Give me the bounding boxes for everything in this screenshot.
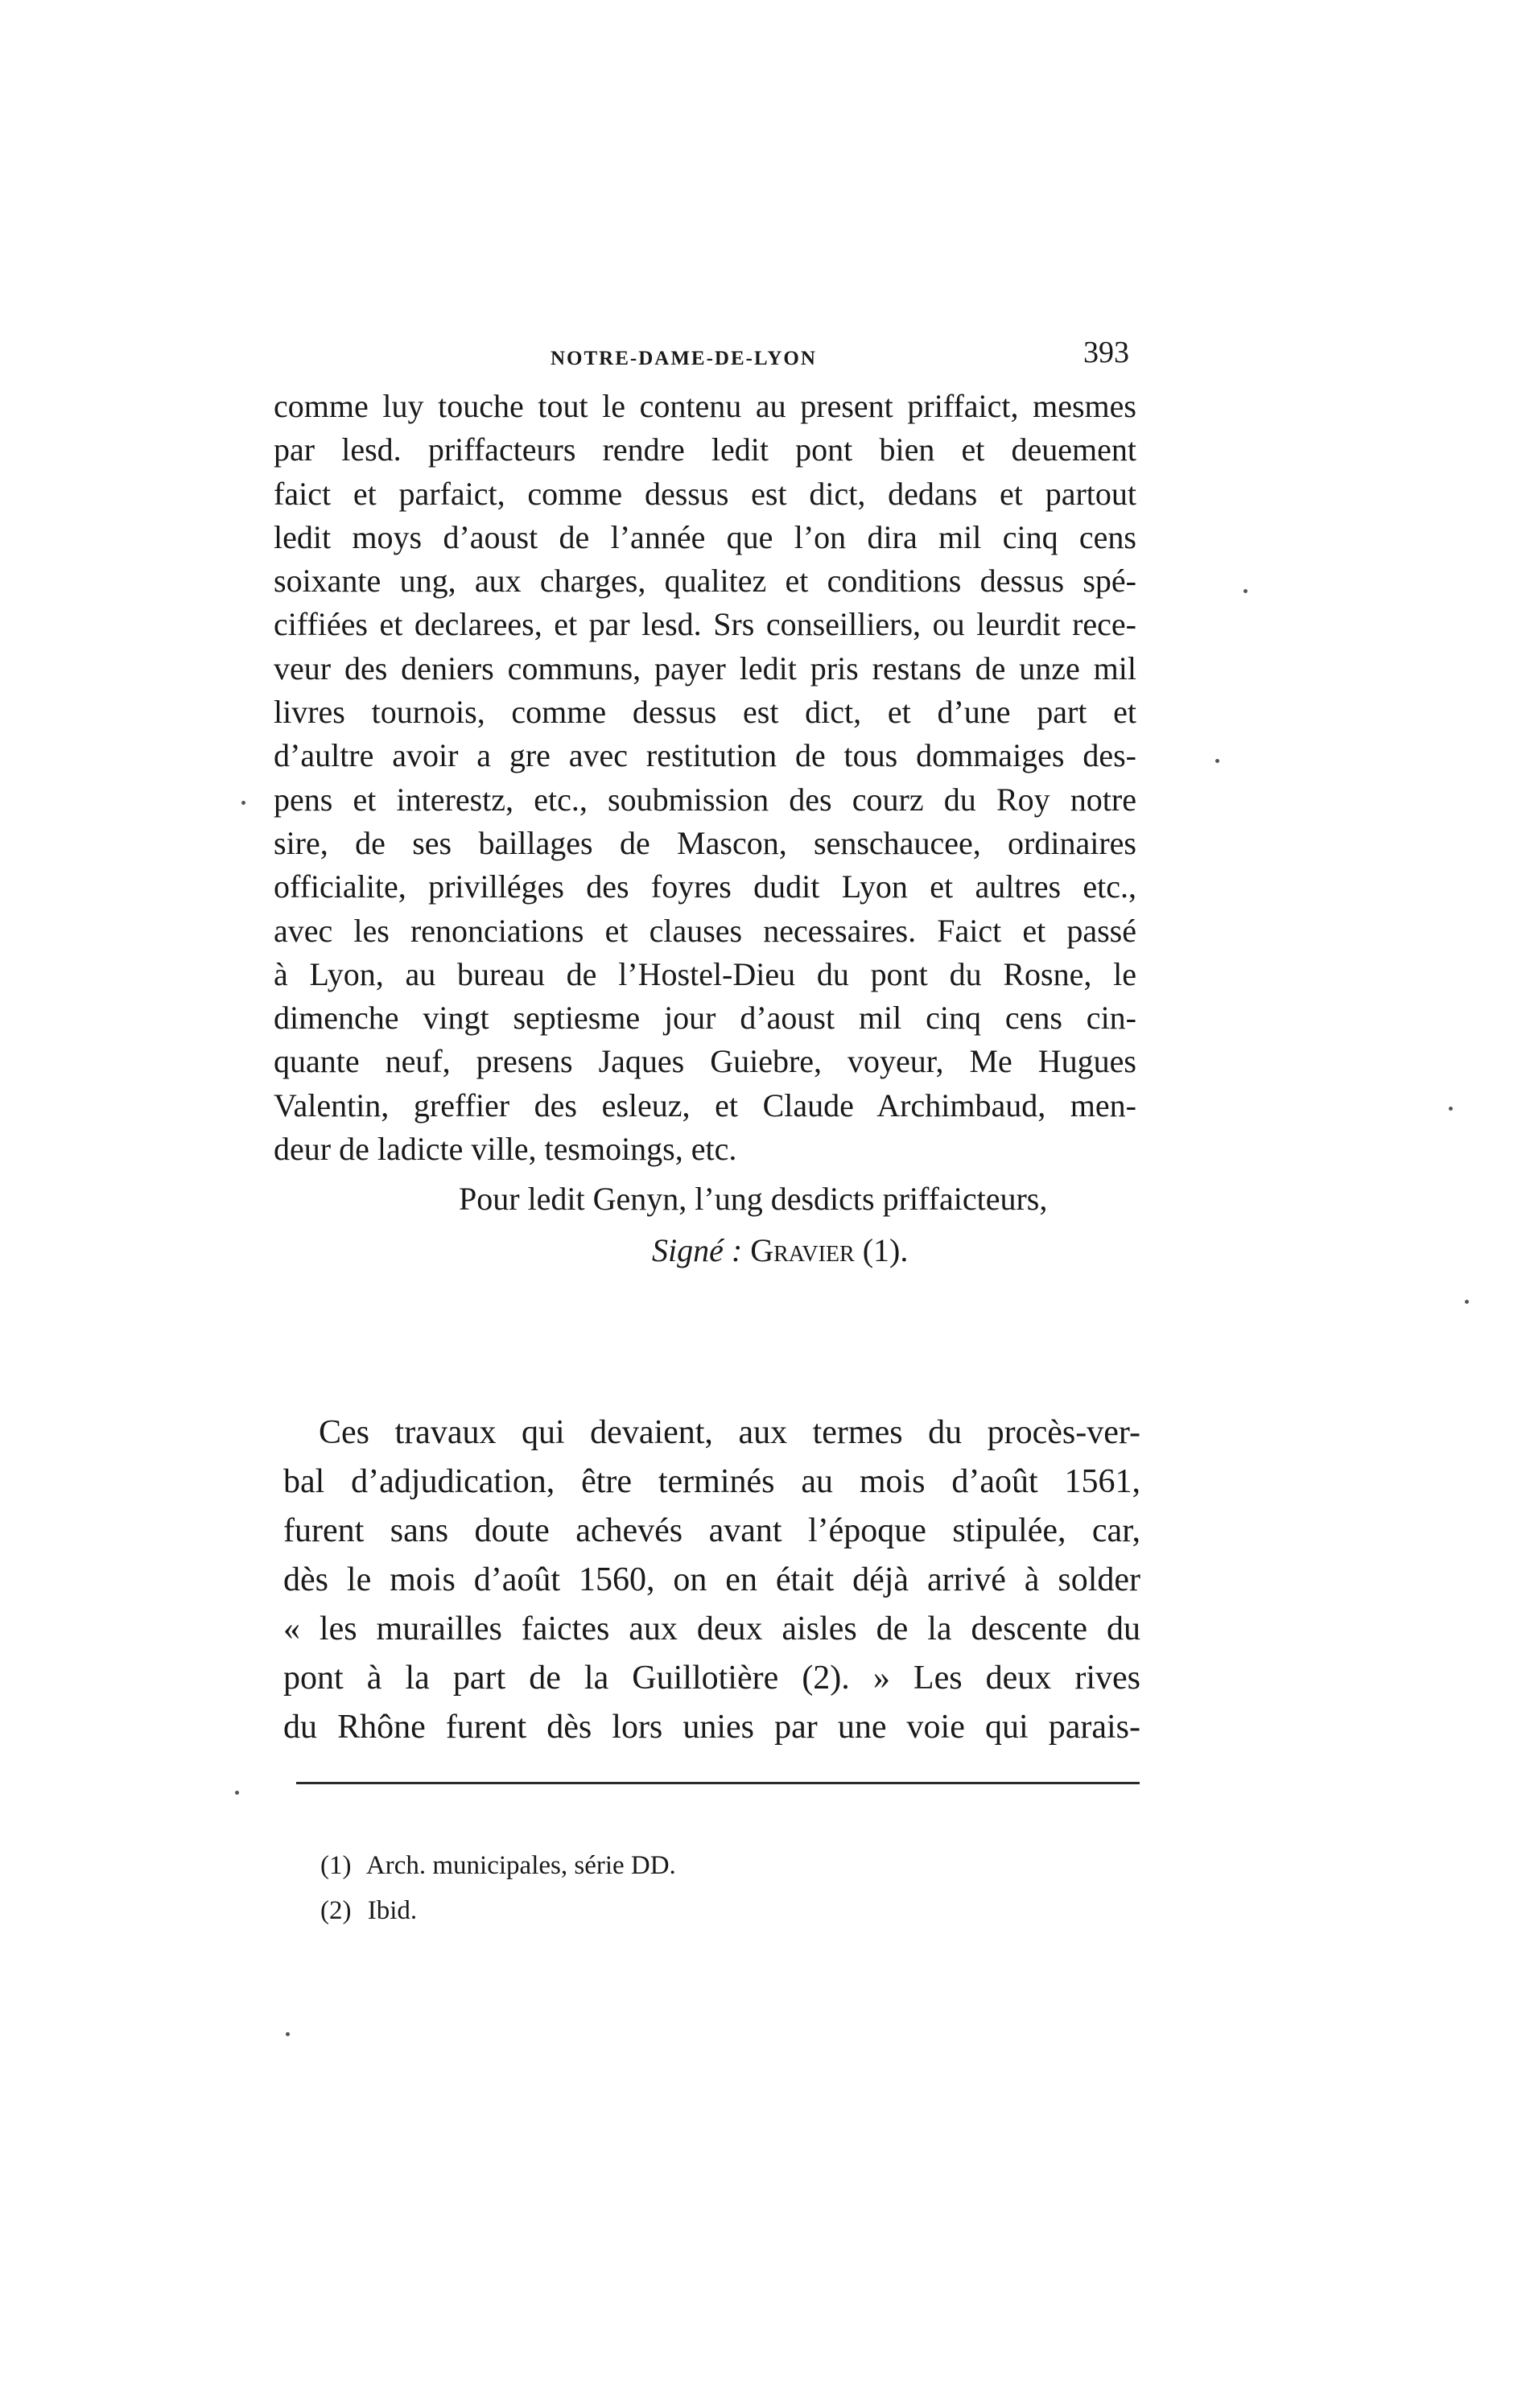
paper-speck: [1449, 1107, 1453, 1111]
signatory-name: Gravier: [750, 1232, 855, 1268]
footnote-separator: [296, 1782, 1140, 1784]
signature-block: [274, 1173, 1136, 1276]
text-line: quante neuf, presens Jaques Guiebre, voyeur, Me Hugues: [274, 1043, 1136, 1080]
text-line: par lesd. priffacteurs rendre ledit pont bien et deuement: [274, 431, 1136, 468]
text-line: livres tournois, comme dessus est dict, et d’une part et: [274, 694, 1136, 731]
paper-speck: [241, 801, 245, 805]
text-line: ledit moys d’aoust de l’année que l’on dira mil cinq cens: [274, 518, 1136, 555]
text-line: soixante ung, aux charges, qualitez et conditions dessus spé-: [274, 563, 1136, 600]
commentary-paragraph: [283, 1408, 1140, 1752]
text-line: faict et parfaict, comme dessus est dict, dedans et partout: [274, 475, 1136, 512]
paper-speck: [1243, 589, 1248, 593]
text-line: Valentin, greffier des esleuz, et Claude Archimbaud, men-: [274, 1086, 1136, 1124]
text-line: ciffiées et declarees, et par lesd. Srs conseilliers, ou leurdit rece-: [274, 606, 1136, 643]
text-line: d’aultre avoir a gre avec restitution de tous dommaiges des-: [274, 737, 1136, 774]
page-header: [274, 330, 1139, 386]
text-line: sire, de ses baillages de Mascon, senschaucee, ordinaires: [274, 824, 1136, 861]
footnote-reference: (1).: [862, 1232, 909, 1268]
document-text-block: [274, 385, 1136, 1171]
text-line: avec les renonciations et clauses necessaires. Faict et passé: [274, 912, 1136, 949]
text-line: veur des deniers communs, payer ledit pris restans de unze mil: [274, 649, 1136, 687]
text-line: officialite, privilléges des foyres dudit Lyon et aultres etc.,: [274, 868, 1136, 905]
text-line: furent sans doute achevés avant l’époque stipulée, car,: [283, 1512, 1140, 1549]
text-line: dimenche vingt septiesme jour d’aoust mil cinq cens cin-: [274, 1000, 1136, 1037]
footnote: [320, 1888, 1045, 1933]
paper-speck: [1215, 759, 1219, 763]
paper-speck: [235, 1791, 239, 1795]
text-line: dès le mois d’août 1560, on en était déjà arrivé à solder: [283, 1561, 1140, 1598]
text-line: pont à la part de la Guillotière (2). » Les deux rives: [283, 1660, 1140, 1697]
text-line: « les murailles faictes aux deux aisles de la descente du: [283, 1610, 1140, 1647]
text-line: du Rhône furent dès lors unies par une voie qui parais-: [283, 1709, 1140, 1746]
footnote-marker: (1): [320, 1851, 352, 1880]
footnote-text: Ibid.: [367, 1896, 418, 1925]
footnote-marker: (2): [320, 1896, 352, 1925]
signature-line: Pour ledit Genyn, l’ung desdicts priffaicteurs,: [459, 1181, 1048, 1217]
footnote: [320, 1843, 1045, 1888]
text-line: à Lyon, au bureau de l’Hostel-Dieu du pont du Rosne, le: [274, 955, 1136, 992]
signe-label: Signé :: [652, 1232, 743, 1268]
signature-name-line: [274, 1225, 1136, 1276]
running-title: NOTRE-DAME-DE-LYON: [551, 348, 817, 369]
text-line: Ces travaux qui devaient, aux termes du procès-ver-: [319, 1414, 1140, 1451]
footnotes: [320, 1843, 1045, 1933]
text-line: deur de ladicte ville, tesmoings, etc.: [274, 1131, 737, 1168]
page-number: 393: [1083, 336, 1129, 369]
text-line: pens et interestz, etc., soubmission des courz du Roy notre: [274, 781, 1136, 818]
footnote-text: Arch. municipales, série DD.: [365, 1851, 676, 1880]
text-line: comme luy touche tout le contenu au present priffaict, mesmes: [274, 388, 1136, 424]
text-line: bal d’adjudication, être terminés au mois d’août 1561,: [283, 1463, 1140, 1500]
paper-speck: [1465, 1300, 1469, 1304]
paper-speck: [286, 2032, 290, 2036]
